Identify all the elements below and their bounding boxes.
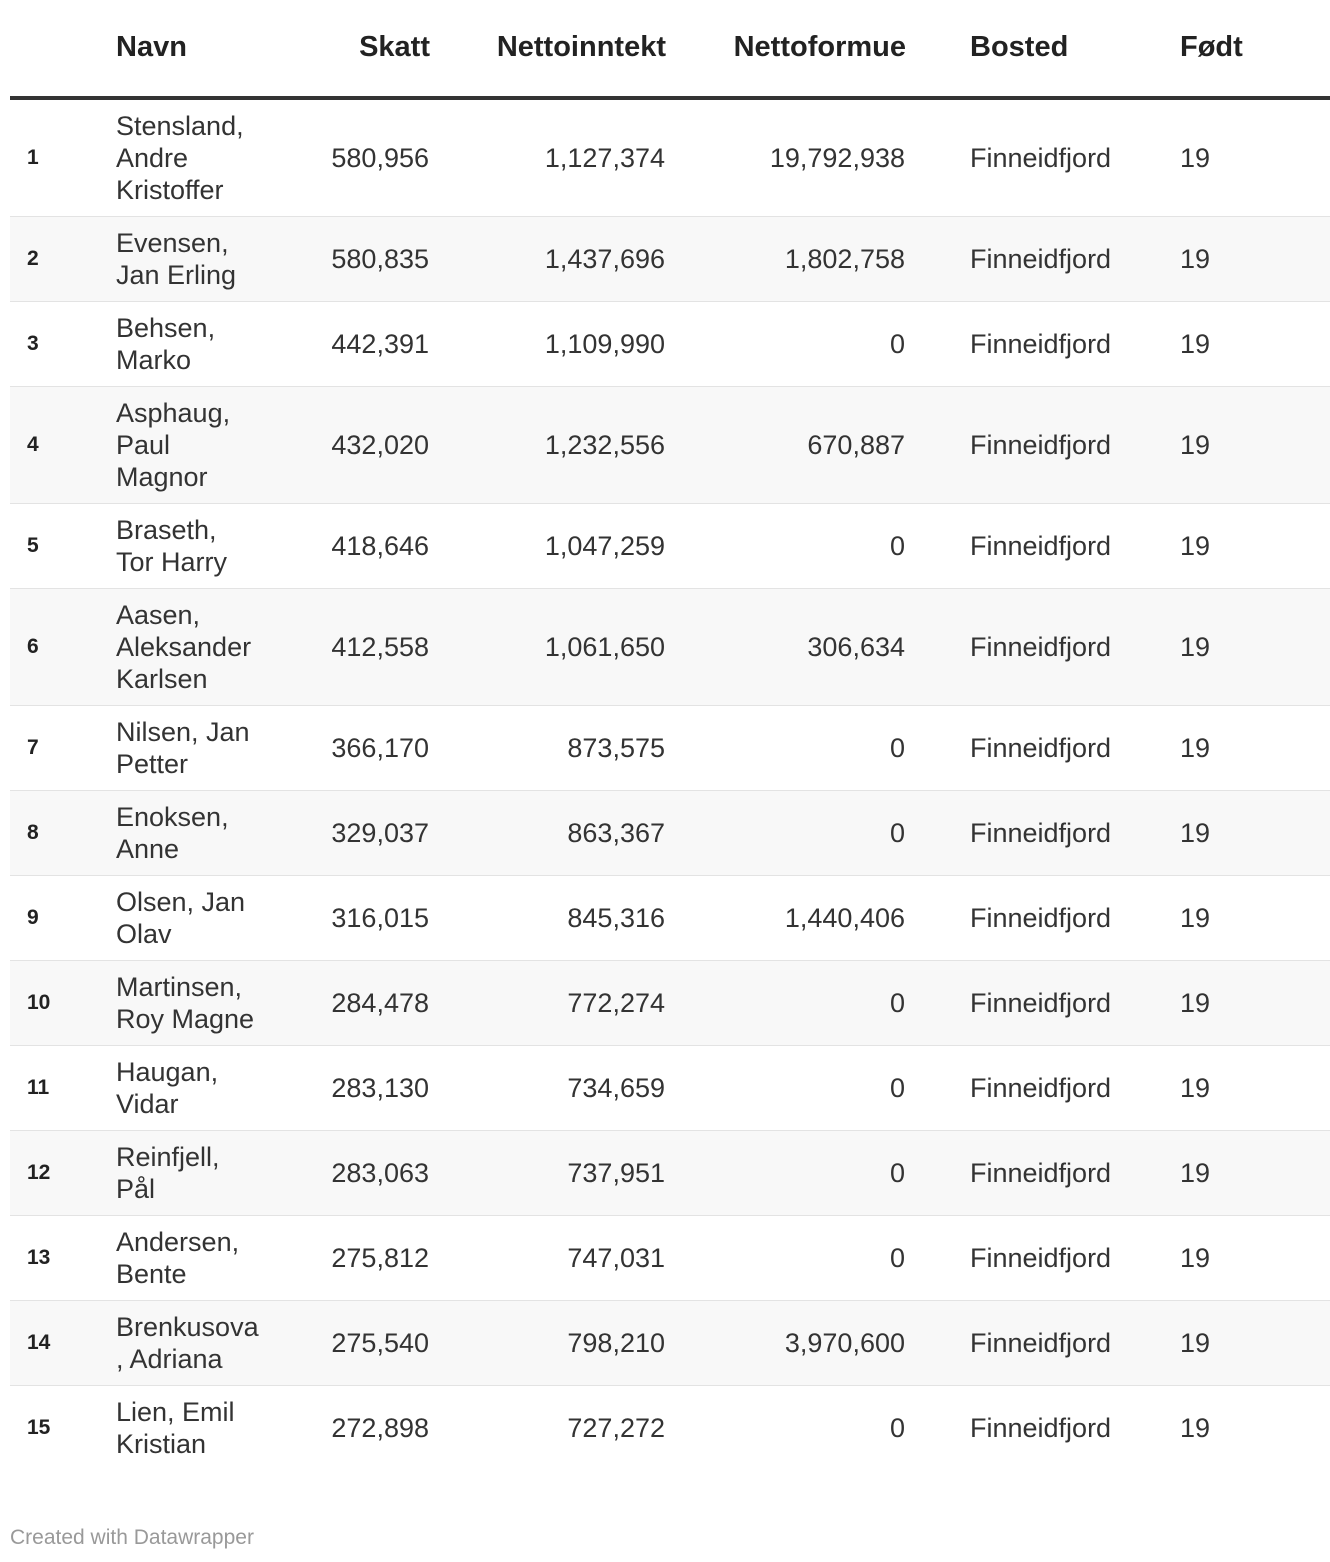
cell-nettoinntekt: 1,109,990 [430,302,666,387]
cell-rank: 15 [27,1416,51,1439]
header-name[interactable]: Navn [90,0,260,98]
cell-bosted: Finneidfjord [970,1413,1112,1443]
cell-bosted: Finneidfjord [906,504,1116,589]
table-row [10,589,1330,706]
cell-nettoinntekt: 863,367 [430,791,666,876]
cell-bosted: Finneidfjord [906,98,1116,217]
cell-nettoformue: 0 [666,706,906,791]
cell-rank: 5 [10,504,90,589]
cell-bosted: Finneidfjord [906,217,1116,302]
cell-nettoformue: 0 [666,1216,906,1301]
cell-nettoformue: 0 [666,1131,906,1216]
cell-name: Olsen, Jan Olav [90,876,260,961]
cell-skatt: 275,812 [260,1216,430,1301]
cell-fodt: 19 [1116,1131,1330,1216]
table-row [10,387,1330,504]
cell-nettoformue: 0 [666,791,906,876]
cell-skatt: 275,540 [260,1301,430,1386]
table-row [10,876,1330,961]
cell-name: Martinsen, Roy Magne [90,961,260,1046]
table-row [10,791,1330,876]
cell-nettoformue: 0 [666,302,906,387]
table-row [10,961,1330,1046]
cell-skatt: 283,063 [260,1131,430,1216]
cell-skatt: 418,646 [260,504,430,589]
cell-nettoinntekt: 1,232,556 [430,387,666,504]
header-skatt[interactable]: Skatt [260,0,430,98]
table-row [10,1216,1330,1301]
cell-skatt: 580,956 [260,98,430,217]
cell-fodt: 19 [1116,98,1330,217]
cell-nettoinntekt: 747,031 [430,1216,666,1301]
cell-nettoformue: 0 [666,961,906,1046]
cell-nettoinntekt: 1,127,374 [430,98,666,217]
cell-bosted: Finneidfjord [906,1046,1116,1131]
cell-fodt: 19 [1116,961,1330,1046]
cell-skatt: 316,015 [260,876,430,961]
cell-bosted: Finneidfjord [906,1131,1116,1216]
cell-nettoinntekt: 1,061,650 [430,589,666,706]
cell-fodt: 19 [1116,387,1330,504]
cell-rank: 12 [10,1131,90,1216]
cell-nettoformue: 0 [666,1046,906,1131]
table-row [10,1131,1330,1216]
table-row [10,706,1330,791]
cell-rank: 1 [10,98,90,217]
cell-skatt: 366,170 [260,706,430,791]
cell-nettoformue: 306,634 [666,589,906,706]
cell-rank: 10 [10,961,90,1046]
cell-rank: 9 [10,876,90,961]
cell-name: Lien, Emil Kristian [116,1397,235,1459]
cell-rank: 11 [10,1046,90,1131]
table-row [10,504,1330,589]
cell-skatt: 284,478 [260,961,430,1046]
cell-bosted: Finneidfjord [906,961,1116,1046]
cell-name: Aasen, Aleksander Karlsen [90,589,260,706]
cell-nettoformue: 19,792,938 [666,98,906,217]
cell-name: Evensen, Jan Erling [90,217,260,302]
cell-rank: 6 [10,589,90,706]
cell-name: Andersen, Bente [90,1216,260,1301]
cell-name: Braseth, Tor Harry [90,504,260,589]
cell-fodt: 19 [1116,791,1330,876]
cell-name: Enoksen, Anne [90,791,260,876]
cell-rank: 14 [10,1301,90,1386]
header-nettoinntekt[interactable]: Nettoinntekt [430,0,666,98]
cell-bosted: Finneidfjord [906,387,1116,504]
cell-name: Haugan, Vidar [90,1046,260,1131]
header-row [10,0,1330,98]
table-row [10,1301,1330,1386]
cell-nettoformue: 0 [889,1413,905,1443]
cell-nettoformue: 670,887 [666,387,906,504]
cell-nettoinntekt: 727,272 [567,1413,665,1443]
cell-nettoinntekt: 737,951 [430,1131,666,1216]
cell-nettoformue: 1,440,406 [666,876,906,961]
table-row [10,1046,1330,1131]
cell-nettoformue: 0 [666,504,906,589]
cell-bosted: Finneidfjord [906,589,1116,706]
cell-fodt: 19 [1116,1046,1330,1131]
cell-skatt: 432,020 [260,387,430,504]
cell-nettoinntekt: 734,659 [430,1046,666,1131]
table-row [10,217,1330,302]
cell-fodt: 19 [1116,706,1330,791]
cell-skatt: 442,391 [260,302,430,387]
cell-fodt: 19 [1116,1216,1330,1301]
cell-nettoinntekt: 772,274 [430,961,666,1046]
cell-nettoinntekt: 873,575 [430,706,666,791]
cell-fodt: 19 [1116,217,1330,302]
table-row [10,302,1330,387]
cell-bosted: Finneidfjord [906,1216,1116,1301]
cell-fodt: 19 [1116,589,1330,706]
header-rank[interactable] [10,0,90,98]
datawrapper-credit[interactable]: Created with Datawrapper [10,1526,254,1549]
cell-rank: 7 [10,706,90,791]
cell-nettoinntekt: 845,316 [430,876,666,961]
cell-name: Nilsen, Jan Petter [90,706,260,791]
header-bosted[interactable]: Bosted [906,0,1116,98]
cell-fodt: 19 [1116,876,1330,961]
cell-skatt: 272,898 [331,1413,429,1443]
table-row [10,1386,1330,1471]
cell-bosted: Finneidfjord [906,1301,1116,1386]
cell-nettoinntekt: 1,047,259 [430,504,666,589]
cell-nettoformue: 1,802,758 [666,217,906,302]
table-viewport[interactable] [10,0,1243,1470]
header-fodt[interactable]: Født [1116,0,1330,98]
cell-name: Reinfjell, Pål [90,1131,260,1216]
cell-skatt: 580,835 [260,217,430,302]
cell-nettoinntekt: 1,437,696 [430,217,666,302]
cell-rank: 2 [10,217,90,302]
cell-fodt: 19 [1180,1413,1211,1443]
cell-bosted: Finneidfjord [906,706,1116,791]
cell-skatt: 329,037 [260,791,430,876]
cell-bosted: Finneidfjord [906,791,1116,876]
cell-name: Stensland, Andre Kristoffer [90,98,260,217]
cell-rank: 8 [10,791,90,876]
cell-bosted: Finneidfjord [906,876,1116,961]
cell-nettoinntekt: 798,210 [430,1301,666,1386]
cell-fodt: 19 [1116,504,1330,589]
cell-name: Asphaug, Paul Magnor [90,387,260,504]
cell-name: Brenkusova, Adriana [90,1301,260,1386]
cell-bosted: Finneidfjord [906,302,1116,387]
cell-rank: 3 [10,302,90,387]
cell-rank: 4 [10,387,90,504]
cell-name: Behsen, Marko [90,302,260,387]
header-nettoformue[interactable]: Nettoformue [666,0,906,98]
table-row [10,98,1330,217]
table-body [10,98,1330,1470]
cell-skatt: 283,130 [260,1046,430,1131]
cell-skatt: 412,558 [260,589,430,706]
tax-table [10,0,1330,1470]
cell-fodt: 19 [1116,1301,1330,1386]
cell-nettoformue: 3,970,600 [666,1301,906,1386]
cell-rank: 13 [10,1216,90,1301]
cell-fodt: 19 [1116,302,1330,387]
